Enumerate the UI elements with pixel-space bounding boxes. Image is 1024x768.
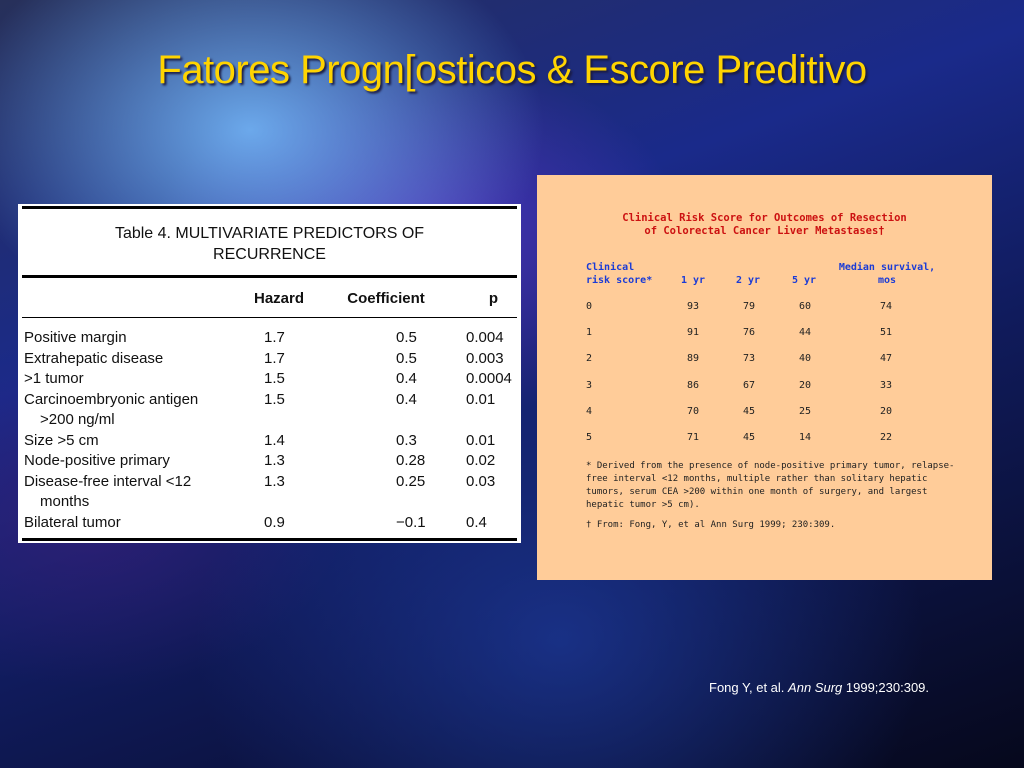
slide-title: Fatores Progn[osticos & Escore Preditivo <box>157 48 867 92</box>
survival-5yr: 60 <box>799 301 812 312</box>
header-hazard: Hazard <box>253 290 305 307</box>
risk-table-row <box>537 353 992 366</box>
table-row <box>22 369 517 390</box>
table-body <box>22 318 517 533</box>
header-2yr: 2 yr <box>736 275 761 286</box>
risk-score-title <box>537 212 992 238</box>
citation-details: 1999;230:309. <box>845 680 930 695</box>
predictor-name: Node-positive primary <box>24 452 170 469</box>
survival-5yr: 25 <box>799 406 812 417</box>
p-value: 0.4 <box>466 513 487 531</box>
predictor-name <box>22 390 234 431</box>
risk-score: 1 <box>586 327 593 338</box>
risk-footnotes <box>586 460 966 539</box>
median-survival: 51 <box>880 327 893 338</box>
survival-5yr: 44 <box>799 327 812 338</box>
survival-1yr: 71 <box>687 432 700 443</box>
header-median-line1: Median survival, <box>838 262 936 273</box>
predictor-name-line1: Disease-free interval <12 <box>24 472 192 490</box>
survival-2yr: 76 <box>743 327 756 338</box>
risk-table-row <box>537 406 992 419</box>
predictor-name-line2: months <box>40 493 90 510</box>
coefficient-value: 0.4 <box>396 370 417 387</box>
p-value: 0.004 <box>466 329 504 346</box>
header-score-line1: Clinical <box>586 262 635 273</box>
risk-title-line1: Clinical Risk Score for Outcomes of Resection <box>622 212 907 224</box>
survival-1yr: 70 <box>687 406 700 417</box>
p-value: 0.0004 <box>466 370 512 387</box>
table-row <box>22 472 517 513</box>
table-title-line1: Table 4. MULTIVARIATE PREDICTORS OF <box>114 225 425 242</box>
risk-score: 0 <box>586 301 593 312</box>
header-p: p <box>488 290 498 307</box>
p-value: 0.003 <box>466 349 504 367</box>
survival-2yr: 67 <box>743 380 756 391</box>
median-survival: 22 <box>880 432 893 443</box>
risk-score: 2 <box>586 353 593 364</box>
survival-1yr: 91 <box>687 327 700 338</box>
hazard-value: 1.3 <box>264 452 285 469</box>
predictor-name: Size >5 cm <box>24 431 99 449</box>
median-survival: 33 <box>880 380 893 391</box>
header-predictor <box>22 290 234 307</box>
p-value: 0.01 <box>466 431 496 449</box>
coefficient-value: 0.3 <box>396 431 417 449</box>
table-row <box>22 431 517 452</box>
predictor-name: Extrahepatic disease <box>24 349 164 367</box>
p-value: 0.02 <box>466 452 496 469</box>
citation-authors: Fong Y, et al. <box>709 680 785 695</box>
table-title-line2: RECURRENCE <box>213 246 326 263</box>
median-survival: 20 <box>880 406 893 417</box>
table-row <box>22 349 517 370</box>
p-value: 0.03 <box>466 472 496 490</box>
survival-2yr: 45 <box>743 406 756 417</box>
header-5yr: 5 yr <box>792 275 817 286</box>
title-rule <box>22 275 517 278</box>
hazard-value: 1.4 <box>264 431 285 449</box>
predictor-name: Bilateral tumor <box>24 513 121 531</box>
table-row <box>22 513 517 534</box>
citation <box>709 680 929 695</box>
header-score-line2: risk score* <box>586 275 653 286</box>
risk-score: 3 <box>586 380 593 391</box>
median-survival: 47 <box>880 353 893 364</box>
predictor-name-line1: Carcinoembryonic antigen <box>24 390 199 408</box>
clinical-risk-score-panel <box>537 175 992 580</box>
coefficient-value: 0.28 <box>396 452 426 469</box>
predictor-name <box>22 472 234 513</box>
top-rule <box>22 206 517 209</box>
multivariate-predictors-table <box>18 204 521 543</box>
survival-1yr: 86 <box>687 380 700 391</box>
survival-2yr: 73 <box>743 353 756 364</box>
hazard-value: 1.7 <box>264 329 285 346</box>
footnote-source: † From: Fong, Y, et al Ann Surg 1999; 230:309. <box>586 520 836 530</box>
table-row <box>22 390 517 431</box>
risk-score: 4 <box>586 406 593 417</box>
survival-2yr: 45 <box>743 432 756 443</box>
risk-table-row <box>537 327 992 340</box>
table-header-row <box>22 280 517 317</box>
risk-score: 5 <box>586 432 593 443</box>
predictor-name: Positive margin <box>24 329 127 346</box>
table-row <box>22 451 517 472</box>
coefficient-value: 0.25 <box>396 472 426 490</box>
header-clinical-risk-score <box>586 261 652 287</box>
survival-5yr: 40 <box>799 353 812 364</box>
bottom-rule <box>22 538 517 541</box>
hazard-value: 1.5 <box>264 390 285 408</box>
hazard-value: 1.7 <box>264 349 285 367</box>
hazard-value: 1.5 <box>264 370 285 387</box>
survival-5yr: 20 <box>799 380 812 391</box>
footnote-derivation: * Derived from the presence of node-positive primary tumor, relapse-free interval <12 months, multiple rather than solitary hepatic tumors, serum CEA >200 within one month of surgery, and largest hepatic tumor >5 cm). <box>586 461 955 510</box>
risk-table-row <box>537 301 992 314</box>
coefficient-value: 0.5 <box>396 329 417 346</box>
risk-table-row <box>537 432 992 445</box>
risk-title-line2: of Colorectal Cancer Liver Metastases† <box>644 225 885 237</box>
predictor-name-line2: >200 ng/ml <box>40 411 115 428</box>
hazard-value: 0.9 <box>264 513 285 531</box>
header-1yr: 1 yr <box>681 275 706 286</box>
survival-2yr: 79 <box>743 301 756 312</box>
predictor-name: >1 tumor <box>24 370 84 387</box>
survival-1yr: 89 <box>687 353 700 364</box>
header-coefficient: Coefficient <box>347 290 425 307</box>
header-median-line2: mos <box>877 275 897 286</box>
survival-5yr: 14 <box>799 432 812 443</box>
risk-table-row <box>537 380 992 393</box>
table-title <box>22 211 517 273</box>
p-value: 0.01 <box>466 390 496 408</box>
header-median-survival <box>837 261 937 287</box>
table-row <box>22 328 517 349</box>
survival-1yr: 93 <box>687 301 700 312</box>
coefficient-value: −0.1 <box>396 513 426 531</box>
coefficient-value: 0.5 <box>396 349 417 367</box>
median-survival: 74 <box>880 301 893 312</box>
citation-journal: Ann Surg <box>788 680 843 695</box>
hazard-value: 1.3 <box>264 472 285 490</box>
coefficient-value: 0.4 <box>396 390 417 408</box>
